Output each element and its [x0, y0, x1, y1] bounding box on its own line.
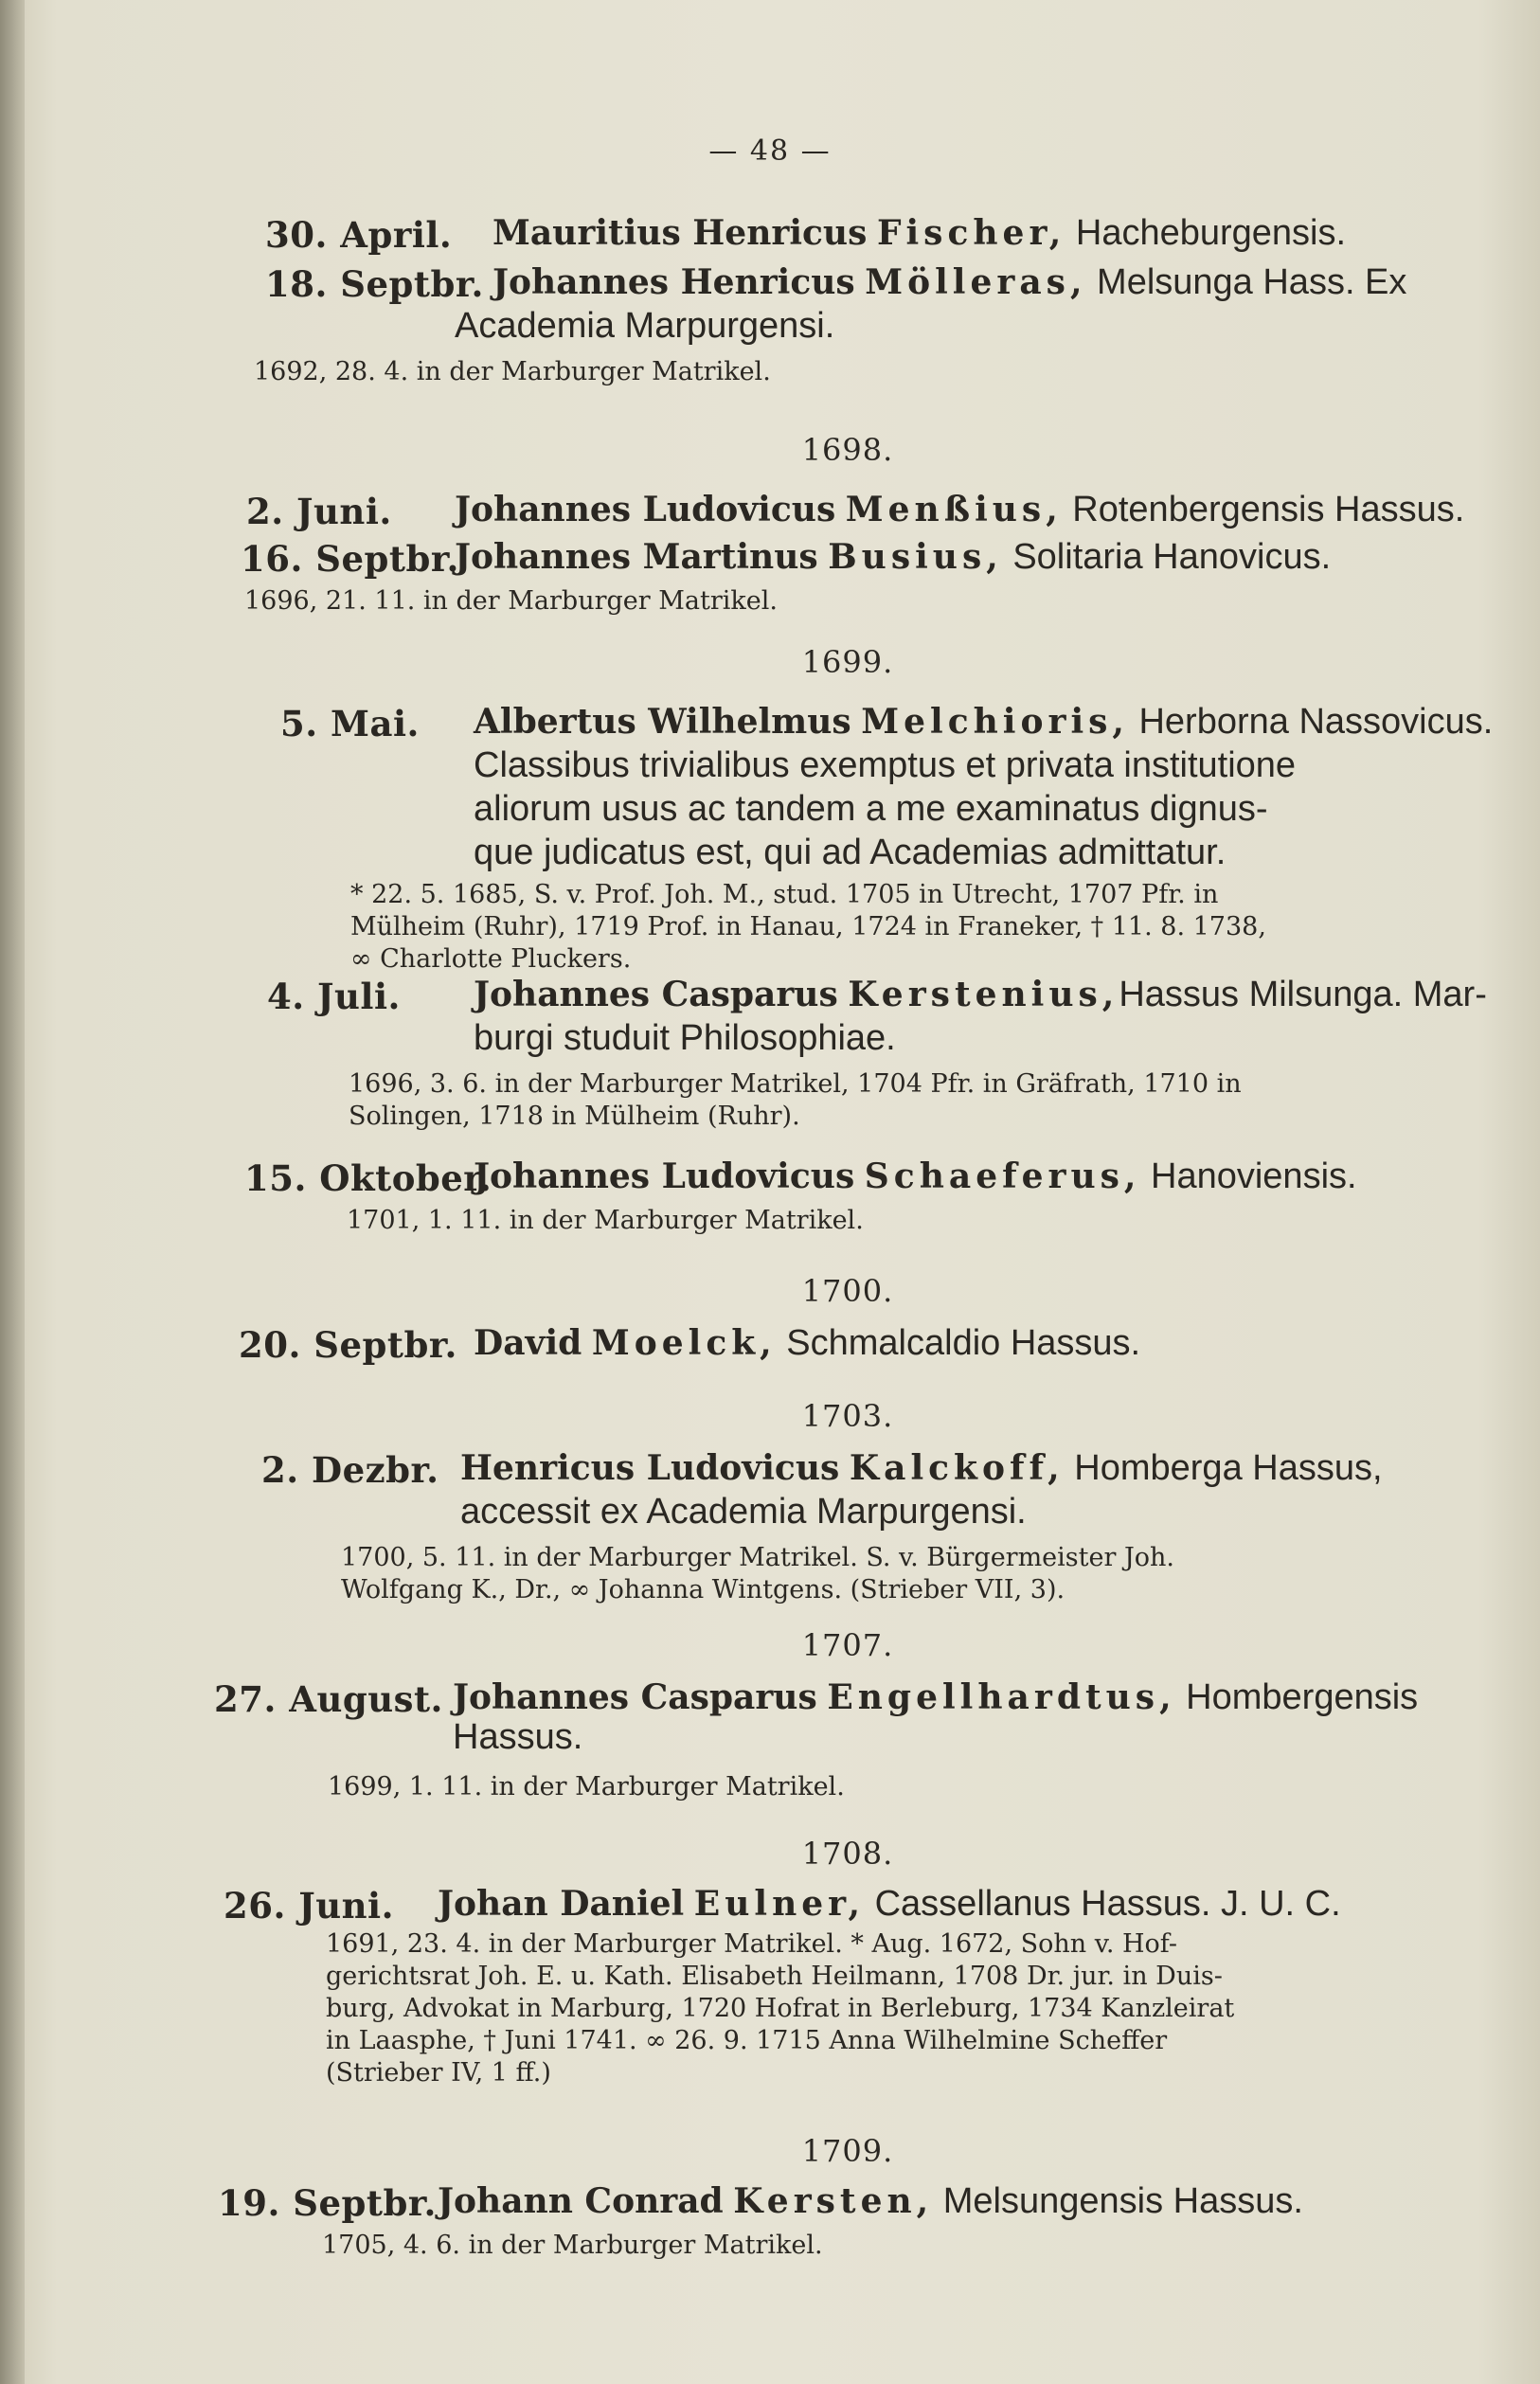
- entry-date: 16. Septbr.: [241, 538, 459, 580]
- page-number: — 48 —: [708, 134, 832, 168]
- entry-surname: Mölleras,: [865, 262, 1087, 302]
- entry-date: 19. Septbr.: [218, 2182, 437, 2224]
- entry-note: 1705, 4. 6. in der Marburger Matrikel.: [322, 2231, 823, 2260]
- entry-origin: Hassus Milsunga. Mar-: [1119, 975, 1487, 1014]
- entry-origin: Cassellanus Hassus. J. U. C.: [865, 1884, 1341, 1924]
- entry-text: [455, 491, 1464, 529]
- entry-origin: Homberga Hassus,: [1064, 1448, 1383, 1488]
- entry-note: gerichtsrat Joh. E. u. Kath. Elisabeth Heilmann, 1708 Dr. jur. in Duis-: [326, 1962, 1223, 1991]
- entry-text: [438, 2182, 1303, 2220]
- entry-given-names: David: [474, 1323, 582, 1363]
- entry-text: [474, 703, 1493, 741]
- year-heading: 1698.: [801, 432, 894, 468]
- year-heading: 1707.: [801, 1627, 894, 1663]
- entry-text: [460, 1449, 1383, 1487]
- year-heading: 1709.: [801, 2133, 894, 2169]
- entry-text-line: accessit ex Academia Marpurgensi.: [460, 1492, 1027, 1532]
- entry-text-line: burgi studuit Philosophiae.: [474, 1018, 896, 1058]
- entry-surname: Fischer,: [876, 213, 1066, 253]
- entry-origin: Herborna Nassovicus.: [1128, 702, 1494, 742]
- entry-origin: Melsunga Hass. Ex: [1086, 262, 1407, 302]
- entry-given-names: Johan Daniel: [438, 1884, 685, 1924]
- entry-text-line: Hassus.: [453, 1717, 583, 1757]
- entry-text-line: Classibus trivialibus exemptus et privata institutione: [474, 745, 1297, 785]
- entry-date: 18. Septbr.: [265, 263, 484, 305]
- entry-surname: Melchioris,: [861, 702, 1129, 742]
- entry-origin: Rotenbergensis Hassus.: [1062, 490, 1465, 529]
- entry-surname: Menßius,: [845, 490, 1063, 529]
- entry-given-names: Albertus Wilhelmus: [474, 702, 851, 742]
- entry-given-names: Johannes Henricus: [492, 262, 855, 302]
- entry-note: Solingen, 1718 in Mülheim (Ruhr).: [349, 1102, 800, 1131]
- entry-note: 1692, 28. 4. in der Marburger Matrikel.: [254, 357, 771, 386]
- entry-surname: Kerstenius,: [848, 975, 1119, 1014]
- entry-surname: Kalckoff,: [849, 1448, 1065, 1488]
- entry-text: [438, 1885, 1341, 1923]
- entry-date: 5. Mai.: [280, 703, 420, 744]
- entry-note: 1700, 5. 11. in der Marburger Matrikel. S. v. Bürgermeister Joh.: [341, 1543, 1175, 1572]
- page-gutter-shadow: [0, 0, 25, 2384]
- entry-note: in Laasphe, † Juni 1741. ∞ 26. 9. 1715 Anna Wilhelmine Scheffer: [326, 2026, 1168, 2055]
- entry-date: 2. Dezbr.: [261, 1449, 439, 1491]
- entry-given-names: Johann Conrad: [438, 2181, 724, 2221]
- entry-text: [455, 538, 1331, 576]
- entry-origin: Schmalcaldio Hassus.: [776, 1323, 1141, 1363]
- entry-date: 26. Juni.: [224, 1885, 394, 1927]
- entry-surname: Schaeferus,: [864, 1156, 1141, 1196]
- entry-given-names: Mauritius Henricus: [492, 213, 868, 253]
- entry-note: 1691, 23. 4. in der Marburger Matrikel. * Aug. 1672, Sohn v. Hof-: [326, 1929, 1177, 1959]
- entry-text-line: que judicatus est, qui ad Academias admittatur.: [474, 833, 1227, 872]
- entry-origin: Solitaria Hanovicus.: [1002, 537, 1332, 577]
- entry-given-names: Johannes Martinus: [455, 537, 818, 577]
- entry-text-line: Academia Marpurgensi.: [455, 306, 835, 346]
- entry-note: ∞ Charlotte Pluckers.: [350, 944, 632, 974]
- entry-date: 2. Juni.: [246, 491, 392, 532]
- entry-surname: Kersten,: [733, 2181, 934, 2221]
- entry-given-names: Johannes Casparus: [474, 975, 838, 1014]
- entry-origin: Hanoviensis.: [1140, 1156, 1357, 1196]
- year-heading: 1699.: [801, 644, 894, 680]
- entry-given-names: Johannes Ludovicus: [474, 1156, 855, 1196]
- entry-note: burg, Advokat in Marburg, 1720 Hofrat in Berleburg, 1734 Kanzleirat: [326, 1994, 1235, 2023]
- entry-date: 4. Juli.: [267, 976, 401, 1017]
- entry-origin: Melsungensis Hassus.: [933, 2181, 1303, 2221]
- entry-text: [453, 1678, 1418, 1716]
- entry-date: 20. Septbr.: [239, 1324, 457, 1366]
- entry-surname: Busius,: [828, 537, 1003, 577]
- entry-given-names: Johannes Casparus: [453, 1677, 817, 1717]
- entry-date: 15. Oktober.: [244, 1157, 492, 1199]
- year-heading: 1703.: [801, 1398, 894, 1434]
- entry-given-names: Henricus Ludovicus: [460, 1448, 840, 1488]
- entry-text: [474, 976, 1487, 1013]
- entry-text: [474, 1324, 1140, 1362]
- entry-note: 1696, 21. 11. in der Marburger Matrikel.: [244, 586, 778, 616]
- year-heading: 1708.: [801, 1836, 894, 1872]
- entry-surname: Eulner,: [693, 1884, 866, 1924]
- entry-text: [492, 263, 1406, 301]
- entry-note: Mülheim (Ruhr), 1719 Prof. in Hanau, 1724 in Franeker, † 11. 8. 1738,: [350, 912, 1266, 941]
- year-heading: 1700.: [801, 1273, 894, 1309]
- entry-note: 1696, 3. 6. in der Marburger Matrikel, 1704 Pfr. in Gräfrath, 1710 in: [349, 1069, 1242, 1099]
- entry-note: 1701, 1. 11. in der Marburger Matrikel.: [347, 1206, 864, 1235]
- entry-note: * 22. 5. 1685, S. v. Prof. Joh. M., stud. 1705 in Utrecht, 1707 Pfr. in: [350, 880, 1219, 909]
- entry-note: 1699, 1. 11. in der Marburger Matrikel.: [328, 1772, 845, 1801]
- entry-date: 30. April.: [265, 214, 453, 256]
- entry-origin: Hombergensis: [1175, 1677, 1419, 1717]
- entry-given-names: Johannes Ludovicus: [455, 490, 836, 529]
- entry-surname: Moelck,: [591, 1323, 777, 1363]
- entry-text-line: aliorum usus ac tandem a me examinatus dignus-: [474, 789, 1268, 829]
- entry-text: [474, 1157, 1357, 1195]
- entry-note: Wolfgang K., Dr., ∞ Johanna Wintgens. (Strieber VII, 3).: [341, 1575, 1065, 1604]
- entry-surname: Engellhardtus,: [827, 1677, 1176, 1717]
- entry-note: (Strieber IV, 1 ff.): [326, 2058, 551, 2088]
- entry-text: [492, 214, 1346, 252]
- entry-origin: Hacheburgensis.: [1065, 213, 1347, 253]
- entry-date: 27. August.: [214, 1678, 443, 1720]
